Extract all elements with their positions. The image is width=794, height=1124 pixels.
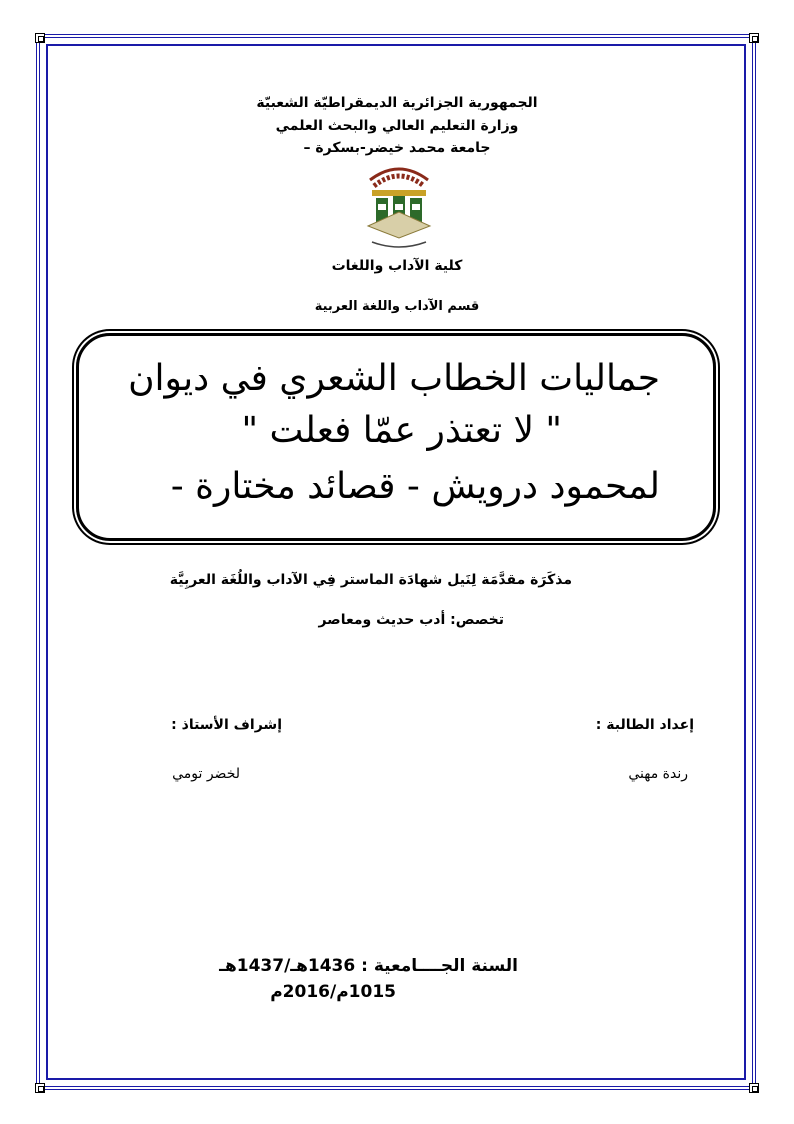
title-line-3: لمحمود درويش - قصائد مختارة - (170, 466, 660, 507)
supervisor-label: إشراف الأستاذ : (171, 717, 282, 733)
ministry-name: وزارة التعليم العالي والبحث العلمي (275, 118, 519, 134)
republic-name: الجمهورية الجزائرية الديمقراطيّة الشعبيّة (256, 95, 538, 111)
title-line-1: جماليات الخطاب الشعري في ديوان (128, 358, 660, 399)
specialization: تخصص: أدب حديث ومعاصر (318, 612, 504, 628)
faculty-name: كلية الآداب واللغات (331, 258, 463, 274)
corner-ornament-top-right (749, 33, 759, 43)
corner-ornament-top-left (35, 33, 45, 43)
student-name: رندة مهني (628, 766, 688, 782)
title-line-2: " لا تعتذر عمّا فعلت " (241, 410, 562, 451)
university-seal-icon (362, 160, 436, 252)
academic-year-gregorian: 1015م/2016م (270, 982, 396, 1002)
corner-ornament-bottom-left (35, 1083, 45, 1093)
department-name: قسم الآداب واللغة العربية (314, 299, 480, 314)
thesis-purpose: مذكَرَة مقدَّمَة لِنَيل شهادَة الماستر فِي الآداب واللُغَة العربِيَّة (169, 572, 572, 588)
corner-ornament-bottom-right (749, 1083, 759, 1093)
supervisor-name: لخضر تومي (172, 766, 240, 782)
university-name: جامعة محمد خيضر-بسكرة – (303, 140, 491, 156)
academic-year-hijri: السنة الجــــامعية : 1436هـ/1437هـ (219, 956, 518, 976)
student-label: إعداد الطالبة : (595, 717, 694, 733)
